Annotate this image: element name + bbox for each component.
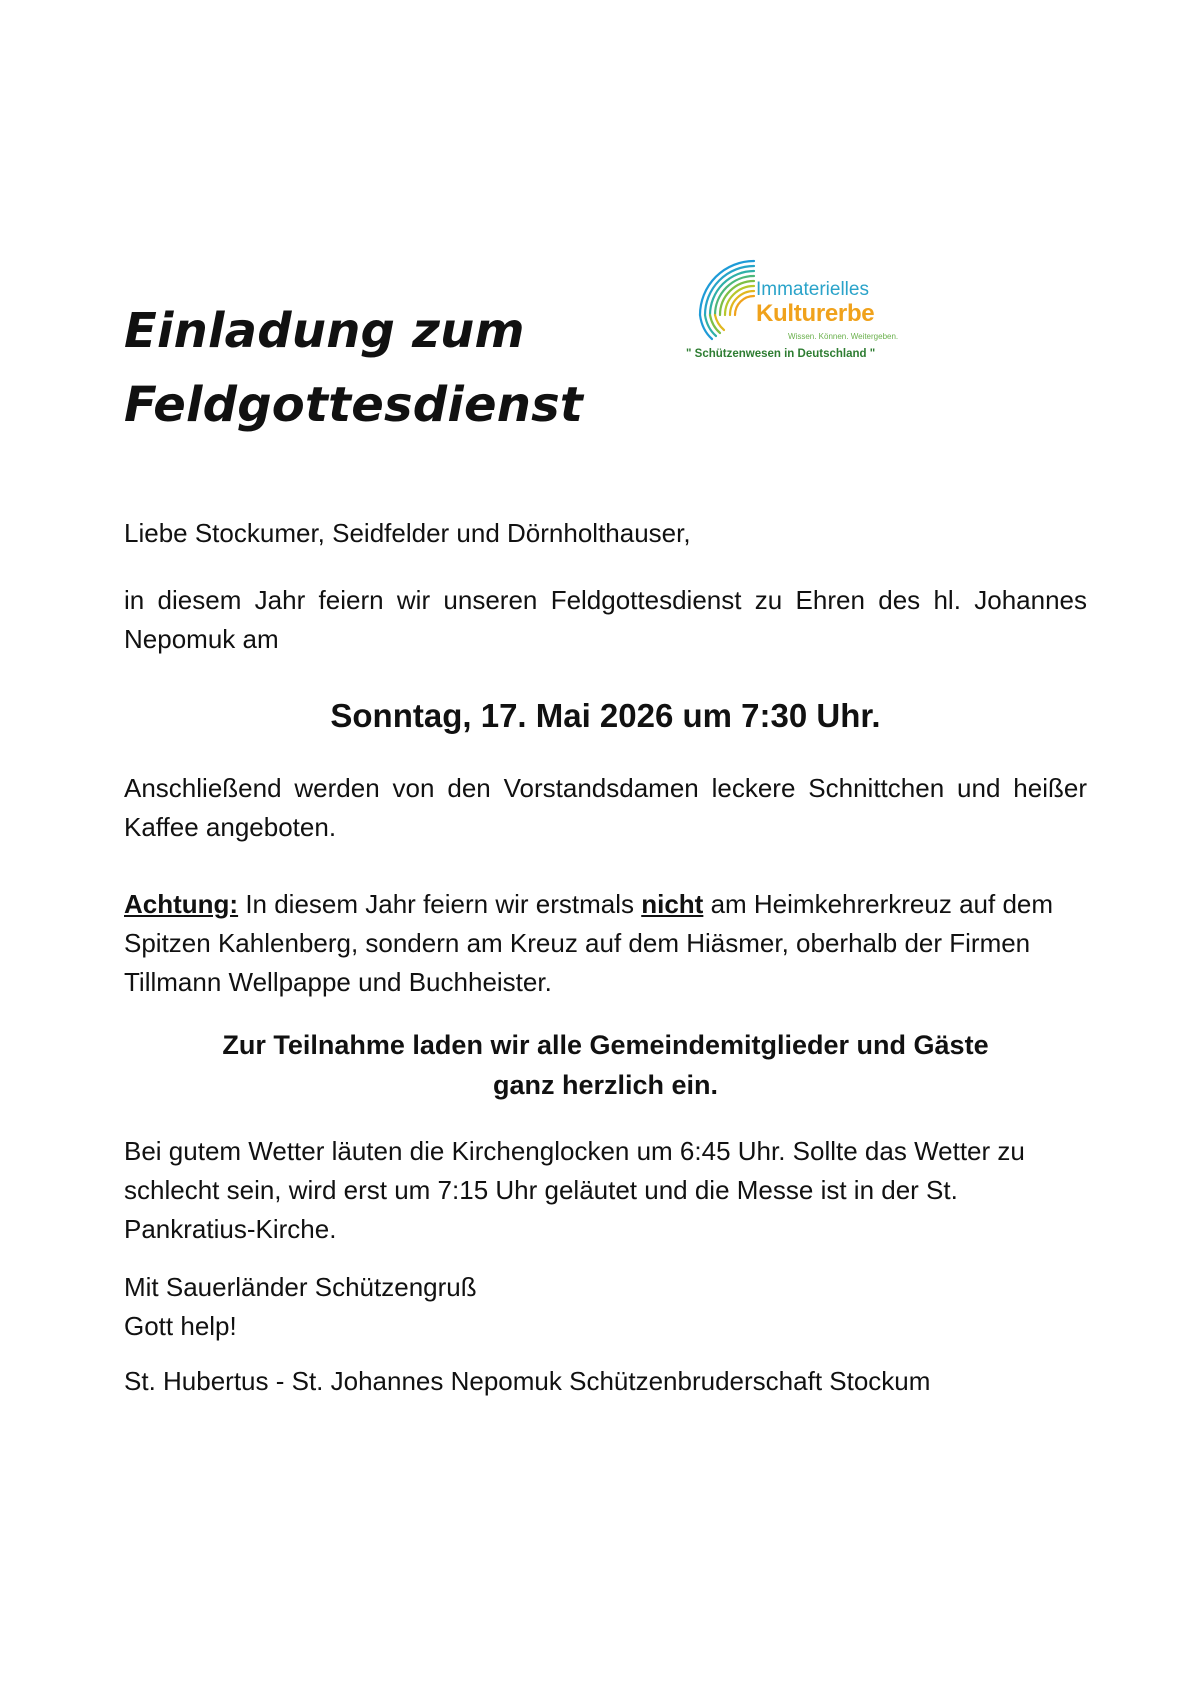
notice-text-1: In diesem Jahr feiern wir erstmals — [238, 889, 642, 919]
closing-line-1: Mit Sauerländer Schützengruß — [124, 1272, 477, 1302]
event-date: Sonntag, 17. Mai 2026 um 7:30 Uhr. — [330, 697, 881, 734]
title-line-1: Einladung zum — [124, 303, 525, 359]
logo-subtitle: " Schützenwesen in Deutschland " — [686, 348, 876, 360]
title-line-2: Feldgottesdienst — [124, 377, 584, 433]
invitation-line-2: ganz herzlich ein. — [492, 1070, 719, 1100]
notice-paragraph — [124, 885, 1090, 1002]
logo-line-1: Immaterielles — [756, 279, 869, 300]
intro-paragraph: in diesem Jahr feiern wir unseren Feldgottesdienst zu Ehren des hl. Johannes Nepomuk am — [124, 585, 1087, 654]
invitation — [124, 1025, 1087, 1105]
signature: St. Hubertus - St. Johannes Nepomuk Schützenbruderschaft Stockum — [124, 1366, 931, 1396]
page-title — [124, 294, 583, 442]
invitation-line-1: Zur Teilnahme laden wir alle Gemeindemitglieder und Gäste — [222, 1030, 989, 1060]
logo-tagline: Wissen. Können. Weitergeben. — [788, 332, 899, 341]
notice-text-2: am Heimkehrerkreuz auf dem Spitzen Kahlenberg, sondern am Kreuz auf dem Hiäsmer, oberhalb der Firmen Tillmann Wellpappe und Buchheister. — [124, 889, 1054, 997]
notice-emphasis: nicht — [641, 889, 704, 919]
notice-label: Achtung: — [124, 889, 239, 919]
kulturerbe-rings-icon — [682, 255, 762, 345]
kulturerbe-logo — [682, 255, 912, 367]
logo-line-2: Kulturerbe — [756, 300, 875, 327]
closing — [124, 1268, 1087, 1346]
greeting: Liebe Stockumer, Seidfelder und Dörnholthauser, — [124, 518, 691, 548]
weather-paragraph: Bei gutem Wetter läuten die Kirchenglocken um 6:45 Uhr. Sollte das Wetter zu schlecht sein, wird erst um 7:15 Uhr geläutet und die Messe ist in der St. Pankratius-Kirche. — [124, 1136, 1025, 1244]
refreshments-paragraph: Anschließend werden von den Vorstandsdamen leckere Schnittchen und heißer Kaffee angeboten. — [124, 773, 1087, 842]
closing-line-2: Gott help! — [124, 1311, 237, 1341]
